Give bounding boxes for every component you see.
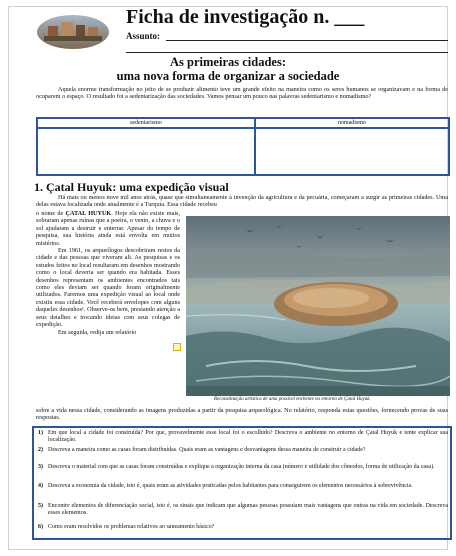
question-2: 2) Descreva a maneira como as casas foram distribuídas. Quais eram as vantagens e desvantagens dessa maneira de construir a cidade? [38,447,366,453]
question-5: 5) Encontre elementos de diferenciação social, isto é, os sinais que indicam que algumas pessoas possuíam mais vantagens que outras na vida em sociedade. Descreva esses elementos. [38,503,448,517]
comparison-table [36,117,450,176]
city-name: ÇATAL HUYUK [65,210,112,217]
report-instruction: sobre a vida nessa cidade, considerando as imagens produzidas a partir da pesquisa arqueológica. No relatório, responda estas questões, fornecendo provas de suas respostas. [36,407,448,422]
paragraph-report-start: Em seguida, redija um relatório [58,328,137,336]
answer-cell-nomadismo[interactable] [255,128,449,175]
section-intro: Há mais ou menos nove mil anos atrás, quase que simultaneamente à invenção da agricultura e da pecuária, começaram a surgir as primeiras cidades. Uma delas estava localizada onde atualmente é a Turquia. Essa cidade recebeu [36,194,448,209]
question-6: 6) Como eram resolvidos os problemas relativos ao saneamento básico? [38,524,215,530]
heading-line-1: As primeiras cidades: [170,55,286,69]
subject-label: Assunto: [126,31,161,41]
question-1: 1) Em que local a cidade foi construída? Por que, provavelmente esse local foi o escolhido? Descreva o ambiente no entorno de Çatal Huyuk e tente explicar sua localização. [38,430,448,444]
header-logo-image [36,12,110,50]
answer-cell-sedentarismo[interactable] [37,128,255,175]
intro-paragraph: Aquela enorme transformação no jeito de se produzir alimento teve um grande efeito na maneira como os seres humanos se organizavam e na forma de ocuparem o espaço. O resultado foi a sedentarização das sociedades. Vamos pensar um pouco nas palavras sedentarismo e nomadismo? [36,86,448,101]
subject-line [166,40,448,41]
col-header-nomadismo: nomadismo [255,118,449,128]
col-header-sedentarismo: sedentarismo [37,118,255,128]
question-4: 4) Descreva a economia da cidade, isto é, quais eram as atividades praticadas pelos habitantes para conseguirem os elementos necessários à sobrevivência. [38,483,413,489]
question-3: 3) Descreva o material com que as casas foram construídas e explique a organização interna da casa (número e utilidade dos cômodos, forma de utilização da casa). [38,464,435,470]
painting-caption: Reconstituição artística de uma possível enchente no entorno de Çatal Huyuk. [214,397,371,402]
paragraph-1961: Em 1961, os arqueólogos descobriram restos da cidade e das pessoas que viveram ali. As pesquisas e os estudos feitos no local resultaram em desenhos mostrando como o local deveria ser quando era habitada. Esses desenhos representam os ambientes encontrados tais como eles deviam ser quando foram originalmente utilizados. Faremos uma expedição visual ao local onde existiu essa cidade. Você receberá envelopes com alguns daqueles desenhos¹. Observe-os bem, prestando atenção a seus detalhes e trocando ideias com seus colegas de expedição. [36,247,180,329]
worksheet-title: Ficha de investigação n. ___ [126,6,365,28]
highlight-marker[interactable] [173,343,181,351]
catal-huyuk-flood-painting [186,216,450,396]
left-column-text: o nome de ÇATAL HUYUK. Hoje ela não existe mais, sobraram apenas ruínas que a poeira, o vento, a chuva e o sol ajudaram a destruir e enterrar. Apesar do tempo de pesquisa, sua história ainda está envolta em muitos mistérios. Em 1961, os arqueólogos descobriram restos da cidade e das pessoas que viveram ali. As pesquisas e os estudos feitos no local resultaram em desenhos mostrando como o local deveria ser quando era habitada. Esses desenhos representam os ambientes encontrados tais como eles deviam ser quando foram originalmente utilizados. Faremos uma expedição visual ao local onde existiu essa cidade. Você receberá envelopes com alguns daqueles desenhos¹. Observe-os bem, prestando atenção a seus detalhes e trocando ideias com seus colegas de expedição. Em seguida, redija um relatório [36,210,181,336]
heading-line-2: uma nova forma de organizar a sociedade [116,69,340,83]
section-title: 1. Çatal Huyuk: uma expedição visual [34,180,229,194]
subject-line-2 [126,52,448,53]
